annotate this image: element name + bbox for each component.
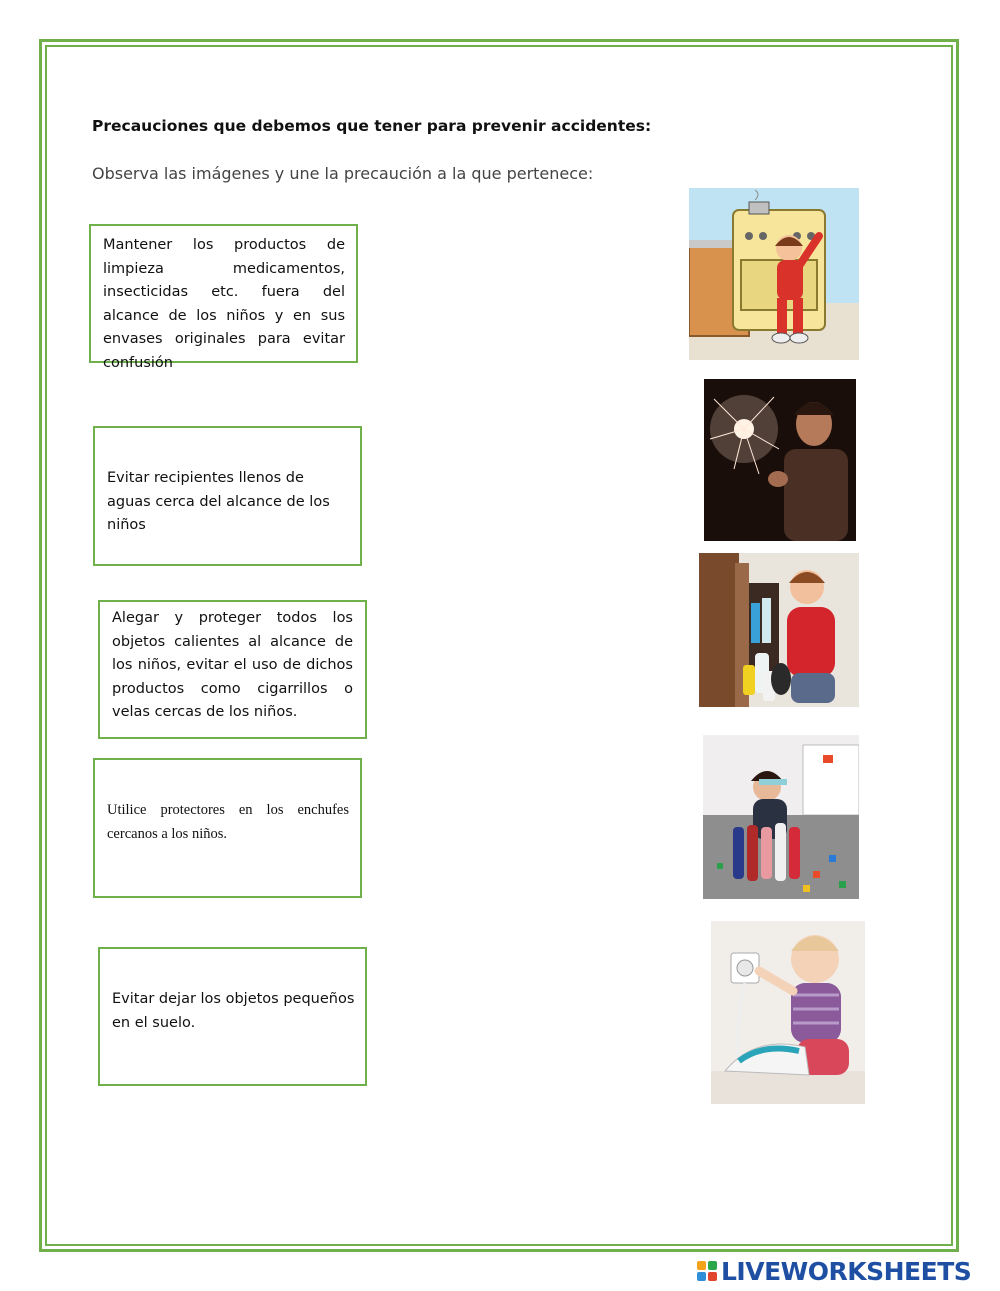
precaution-box-2[interactable]: [93, 426, 362, 566]
precaution-box-1[interactable]: [89, 224, 358, 371]
precaution-box-3[interactable]: [98, 600, 367, 739]
image-child-with-sparkler[interactable]: [704, 379, 856, 541]
precaution-box-5[interactable]: [98, 947, 367, 1086]
precaution-text-5: Evitar dejar los objetos pequeños en el suelo.: [112, 991, 355, 1031]
precaution-text-2: Evitar recipientes llenos de aguas cerca del alcance de los niños: [107, 470, 330, 533]
image-baby-at-electrical-outlet[interactable]: [711, 921, 865, 1104]
worksheet-title: Precauciones que debemos que tener para prevenir accidentes:: [92, 117, 652, 135]
precaution-text-4: Utilice protectores en los enchufes cercanos a los niños.: [107, 802, 349, 842]
precaution-box-4[interactable]: [93, 758, 362, 898]
liveworksheets-logo: [697, 1256, 971, 1286]
precaution-text-3: Alegar y proteger todos los objetos calientes al alcance de los niños, evitar el uso de dichos productos como cigarrillos o velas cercas de los niños.: [112, 610, 353, 720]
precaution-text-1: Mantener los productos de limpieza medicamentos, insecticidas etc. fuera del alcance de los niños y en sus envases originales para evitar confusión: [103, 237, 345, 371]
brand-name: LIVEWORKSHEETS: [721, 1256, 972, 1286]
worksheet-instruction: Observa las imágenes y une la precaución a la que pertenece:: [92, 164, 594, 183]
image-child-at-stove[interactable]: [689, 188, 859, 360]
image-child-with-cleaning-products[interactable]: [699, 553, 859, 707]
image-child-playing-with-bottles[interactable]: [703, 735, 859, 899]
logo-squares-icon: [697, 1261, 717, 1281]
